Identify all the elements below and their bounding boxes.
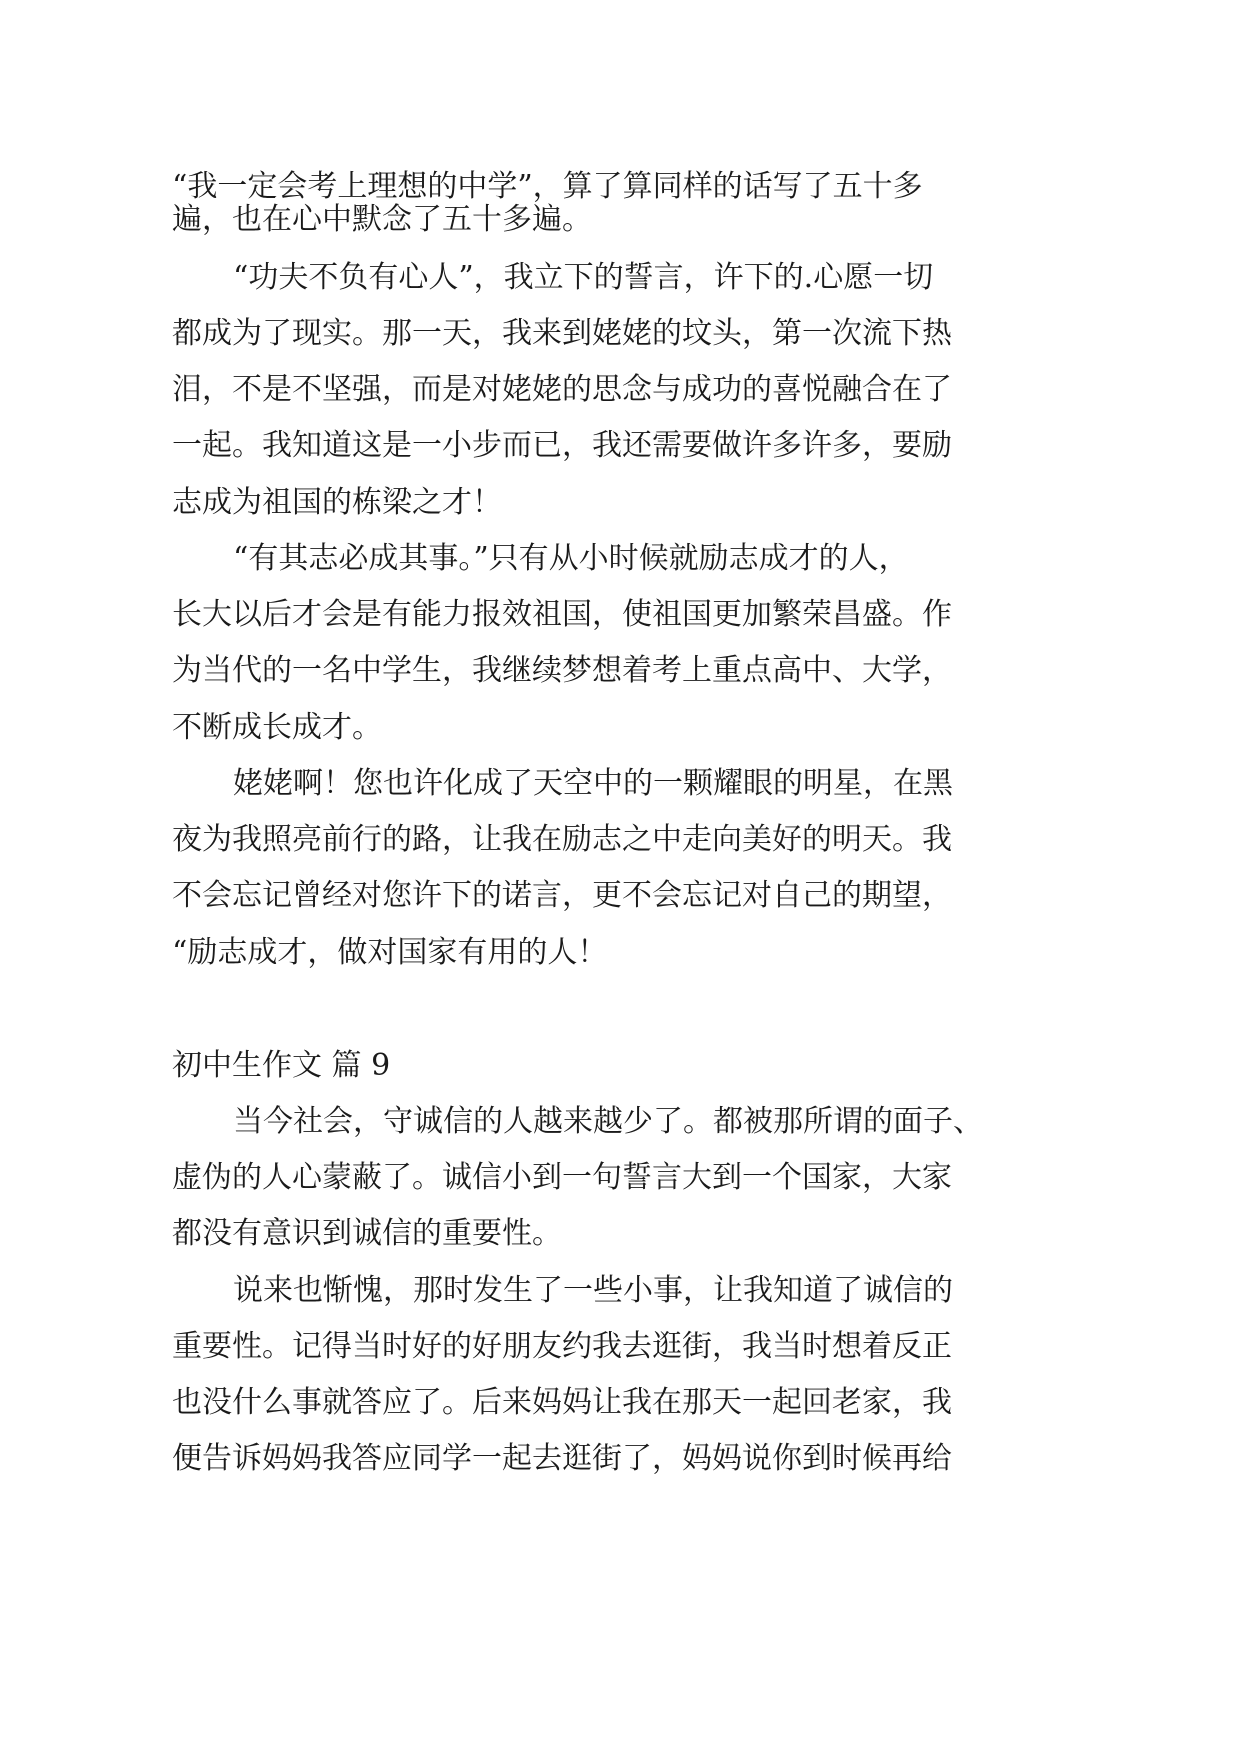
text-line: 重要性。记得当时好的好朋友约我去逛街，我当时想着反正 bbox=[172, 1329, 952, 1364]
text-line: 虚伪的人心蒙蔽了。诚信小到一句誓言大到一个国家，大家 bbox=[172, 1160, 952, 1195]
text-line: 不会忘记曾经对您许下的诺言，更不会忘记对自己的期望， bbox=[172, 878, 952, 913]
text-line: “功夫不负有心人”，我立下的誓言，许下的.心愿一切 bbox=[233, 260, 934, 295]
text-line: 都成为了现实。那一天，我来到姥姥的坟头，第一次流下热 bbox=[172, 316, 952, 351]
text-line: 便告诉妈妈我答应同学一起去逛街了，妈妈说你到时候再给 bbox=[172, 1441, 952, 1476]
section-heading: 初中生作文 篇 9 bbox=[172, 1048, 391, 1083]
text-line: 说来也惭愧，那时发生了一些小事，让我知道了诚信的 bbox=[233, 1273, 953, 1308]
text-line: 为当代的一名中学生，我继续梦想着考上重点高中、大学， bbox=[172, 653, 952, 688]
text-line: 一起。我知道这是一小步而已，我还需要做许多许多，要励 bbox=[172, 428, 952, 463]
text-line: “励志成才，做对国家有用的人！ bbox=[172, 935, 608, 970]
text-line: “我一定会考上理想的中学”，算了算同样的话写了五十多 bbox=[172, 169, 923, 204]
text-line: 不断成长成才。 bbox=[172, 710, 382, 745]
text-line: 当今社会，守诚信的人越来越少了。都被那所谓的面子、 bbox=[233, 1104, 983, 1139]
text-line: 姥姥啊！您也许化成了天空中的一颗耀眼的明星，在黑 bbox=[233, 766, 953, 801]
text-line: 都没有意识到诚信的重要性。 bbox=[172, 1216, 562, 1251]
text-line: 泪，不是不坚强，而是对姥姥的思念与成功的喜悦融合在了 bbox=[172, 372, 952, 407]
text-line: “有其志必成其事。”只有从小时候就励志成才的人， bbox=[233, 541, 909, 576]
text-line: 夜为我照亮前行的路，让我在励志之中走向美好的明天。我 bbox=[172, 822, 952, 857]
text-line: 也没什么事就答应了。后来妈妈让我在那天一起回老家，我 bbox=[172, 1385, 952, 1420]
text-line: 志成为祖国的栋梁之才！ bbox=[172, 485, 502, 520]
text-line: 遍，也在心中默念了五十多遍。 bbox=[172, 202, 592, 237]
text-line: 长大以后才会是有能力报效祖国，使祖国更加繁荣昌盛。作 bbox=[172, 597, 952, 632]
